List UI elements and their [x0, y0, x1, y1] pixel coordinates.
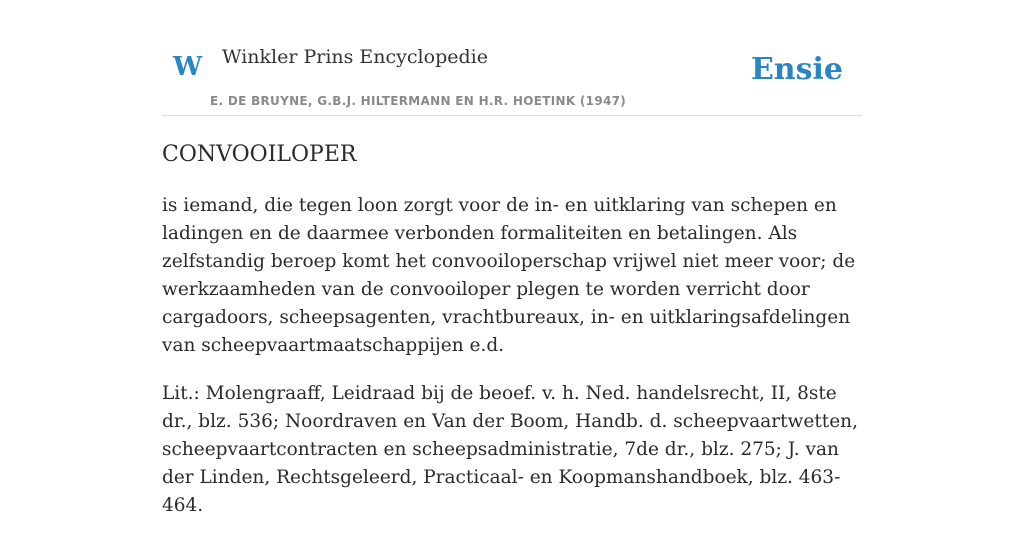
header-divider	[162, 115, 862, 116]
entry-title: CONVOOILOPER	[162, 142, 357, 167]
literature-paragraph: Lit.: Molengraaff, Leidraad bij de beoef. v. h. Ned. handelsrecht, II, 8ste dr., blz. 536; Noordraven en Van der Boom, Handb. d. scheepvaartwetten, scheepvaartcontracten en scheepsadministratie, 7de dr., blz. 275; J. van der Linden, Rechtsgeleerd, Practicaal- en Koopmanshandboek, blz. 463-464.	[162, 383, 858, 516]
source-authors: E. DE BRUYNE, G.B.J. HILTERMANN EN H.R. HOETINK (1947)	[210, 94, 627, 108]
definition-paragraph: is iemand, die tegen loon zorgt voor de in- en uitklaring van schepen en ladingen en de daarmee verbonden formaliteiten en betalingen. Als zelfstandig beroep komt het convooiloperschap vrijwel niet meer voor; de werkzaamheden van de convooiloper plegen te worden verricht door cargadoors, scheepsagenten, vrachtbureaux, in- en uitklaringsafdelingen van scheepvaartmaatschappijen e.d.	[162, 195, 856, 356]
source-title[interactable]: Winkler Prins Encyclopedie	[222, 46, 488, 68]
source-logo[interactable]: W	[173, 52, 203, 82]
entry-body	[162, 192, 867, 540]
ensie-logo[interactable]: Ensie	[750, 52, 843, 87]
